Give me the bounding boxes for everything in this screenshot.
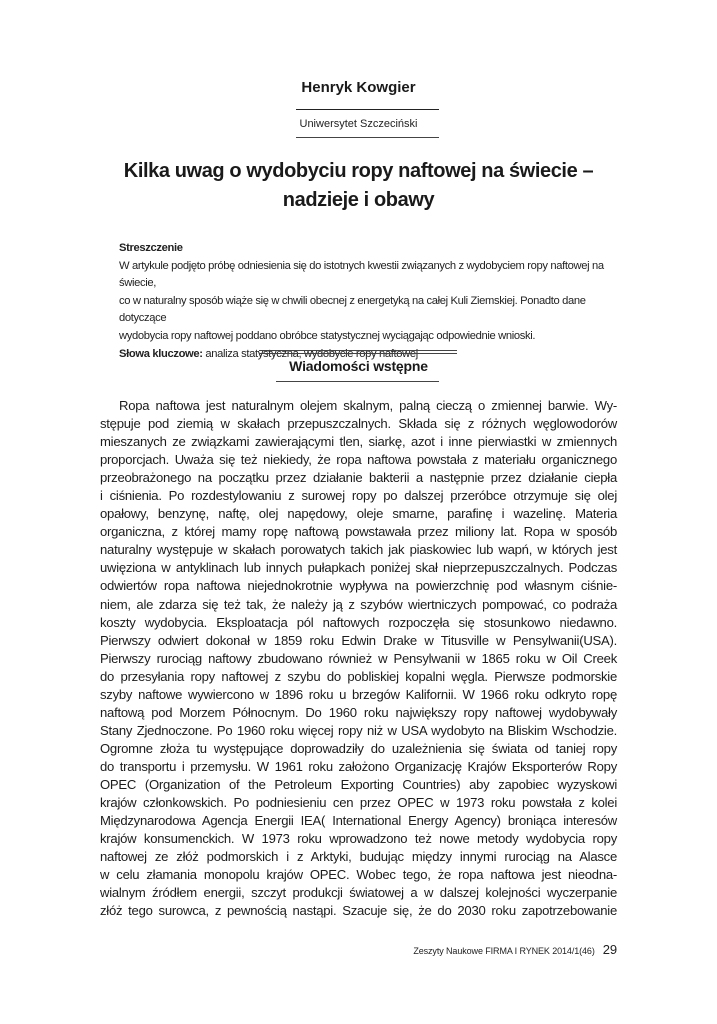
section-rule-top bbox=[259, 350, 457, 351]
abstract-line: co w naturalny sposób wiąże się w chwili obecnej z energetyką na całej Kuli Ziemskiej. Ponadto dane dotyczące bbox=[119, 294, 586, 325]
body-line: do przesyłania ropy naftowej z szybu do pobliskiej kopalni węgla. Pierwsze podmorskie bbox=[100, 668, 617, 684]
body-line: krajów konsumenckich. W 1973 roku wprowadzono też nowe metody wydobycia ropy bbox=[100, 831, 617, 847]
body-line: i ciśnienia. Po rozdestylowaniu z surowej ropy po dalszej przeróbce otrzymuje się olej bbox=[100, 488, 617, 504]
abstract bbox=[119, 240, 617, 363]
body-text bbox=[100, 397, 617, 920]
body-line: Ogromne złoża tu występujące doprowadziły do uzależnienia się świata od taniej ropy bbox=[100, 740, 617, 756]
body-line: odwiertów ropa naftowa niejednokrotnie wypływa na powierzchnię pod własnym ciśnie- bbox=[100, 578, 617, 594]
title-line-1: Kilka uwag o wydobyciu ropy naftowej na świecie – bbox=[123, 160, 594, 182]
body-line: naftowej ze złóż podmorskich i z Arktyki, budując między innymi rurociąg na Alasce bbox=[100, 849, 617, 865]
article-title bbox=[80, 157, 637, 215]
page-footer bbox=[390, 942, 617, 957]
body-line: Ropa naftowa jest naturalnym olejem skalnym, palną cieczą o zmiennej barwie. Wy- bbox=[119, 398, 617, 413]
body-line: Międzynarodowa Agencja Energii IEA( International Energy Agency) broniąca interesów bbox=[100, 813, 617, 829]
body-line: do transportu i przemysłu. W 1961 roku założono Organizację Krajów Eksporterów Ropy bbox=[100, 758, 617, 774]
body-line: Pierwszy odwiert dokonał w 1859 roku Edwin Drake w Titusville w Pensylwanii(USA). bbox=[100, 632, 617, 648]
journal-name: Zeszyty Naukowe FIRMA I RYNEK 2014/1(46) bbox=[413, 946, 595, 956]
body-line: OPEC (Organization of the Petroleum Exporting Countries) aby zapobiec wyzyskowi bbox=[100, 776, 617, 792]
body-line: niem, ale zdarza się też tak, że należy ją z szybów wiertniczych pompować, co podraża bbox=[100, 596, 617, 612]
affiliation-divider bbox=[296, 137, 439, 138]
abstract-line: W artykule podjęto próbę odniesienia się do istotnych kwestii związanych z wydobyciem ropy naftowej na świecie, bbox=[119, 259, 604, 290]
body-line: organiczna, z której mamy ropę naftową powstawała przez miliony lat. Ropa w sposób bbox=[100, 524, 617, 540]
section-heading: Wiadomości wstępne bbox=[289, 358, 428, 374]
title-line-2: nadzieje i obawy bbox=[282, 189, 435, 211]
body-line: szyby naftowe wywiercono w 1896 roku u brzegów Kalifornii. W 1966 roku odkryto ropę bbox=[100, 686, 617, 702]
body-line: krajów członkowskich. Po podniesieniu cen przez OPEC w 1973 roku powstała z kolei bbox=[100, 795, 617, 811]
page-number: 29 bbox=[602, 942, 617, 957]
author-name: Henryk Kowgier bbox=[301, 79, 416, 96]
affiliation: Uniwersytet Szczeciński bbox=[299, 118, 418, 130]
body-line: w celu złamania monopolu krajów OPEC. Wobec tego, że ropa naftowa jest nieodna- bbox=[100, 867, 617, 883]
body-line: koszty wydobycia. Eksploatacja pól naftowych rozpoczęła się stosunkowo niedawno. bbox=[100, 614, 617, 630]
body-line: stępuje pod ziemią w skałach przepuszczalnych. Składa się z różnych węglowodorów bbox=[100, 416, 617, 432]
body-line: złóż tego surowca, z pewnością nastąpi. Szacuje się, że do 2030 roku zapotrzebowanie bbox=[100, 903, 617, 919]
body-line: proporcjach. Uważa się też niekiedy, że ropa naftowa powstała z materiału organicznego bbox=[100, 452, 617, 468]
body-line: naturalny występuje w skałach porowatych takich jak piaskowiec lub wapń, w których jest bbox=[100, 542, 617, 558]
section-rule-bottom bbox=[276, 381, 439, 382]
abstract-line: wydobycia ropy naftowej poddano obróbce statystycznej wyciągając odpowiednie wnioski. bbox=[119, 329, 536, 342]
body-line: Stany Zjednoczone. Po 1960 roku więcej ropy niż w USA wydobyto na Bliskim Wschodzie. bbox=[100, 722, 617, 738]
abstract-heading: Streszczenie bbox=[119, 242, 183, 254]
keywords-label: Słowa kluczowe: bbox=[119, 347, 203, 360]
body-line: wialnym źródłem energii, szczyt produkcji światowej a w dalszej kolejności wyczerpanie bbox=[100, 885, 617, 901]
body-line: uwięziona w antyklinach lub innych pułapkach poniżej skał nieprzepuszczalnych. Podczas bbox=[100, 560, 617, 576]
keywords-text: analiza statystyczna, wydobycie ropy naftowej bbox=[202, 347, 418, 360]
section-rule-top-double bbox=[259, 353, 457, 354]
body-line: naftową pod Morzem Północnym. Do 1960 roku największy ropy naftowej wydobywały bbox=[100, 704, 617, 720]
body-line: Pierwszy rurociąg naftowy zbudowano również w Pensylwanii w 1865 roku w Oil Creek bbox=[100, 650, 617, 666]
body-line: przeobrażonego na początku przez działanie bakterii a następnie przez działanie ciepła bbox=[100, 470, 617, 486]
author-divider bbox=[296, 109, 439, 110]
body-line: opałowy, benzynę, naftę, olej napędowy, oleje smarne, parafinę i wazelinę. Materia bbox=[100, 506, 617, 522]
body-line: mieszanych ze związkami zawierającymi tlen, siarkę, azot i inne pierwiastki w zmiennych bbox=[100, 434, 617, 450]
